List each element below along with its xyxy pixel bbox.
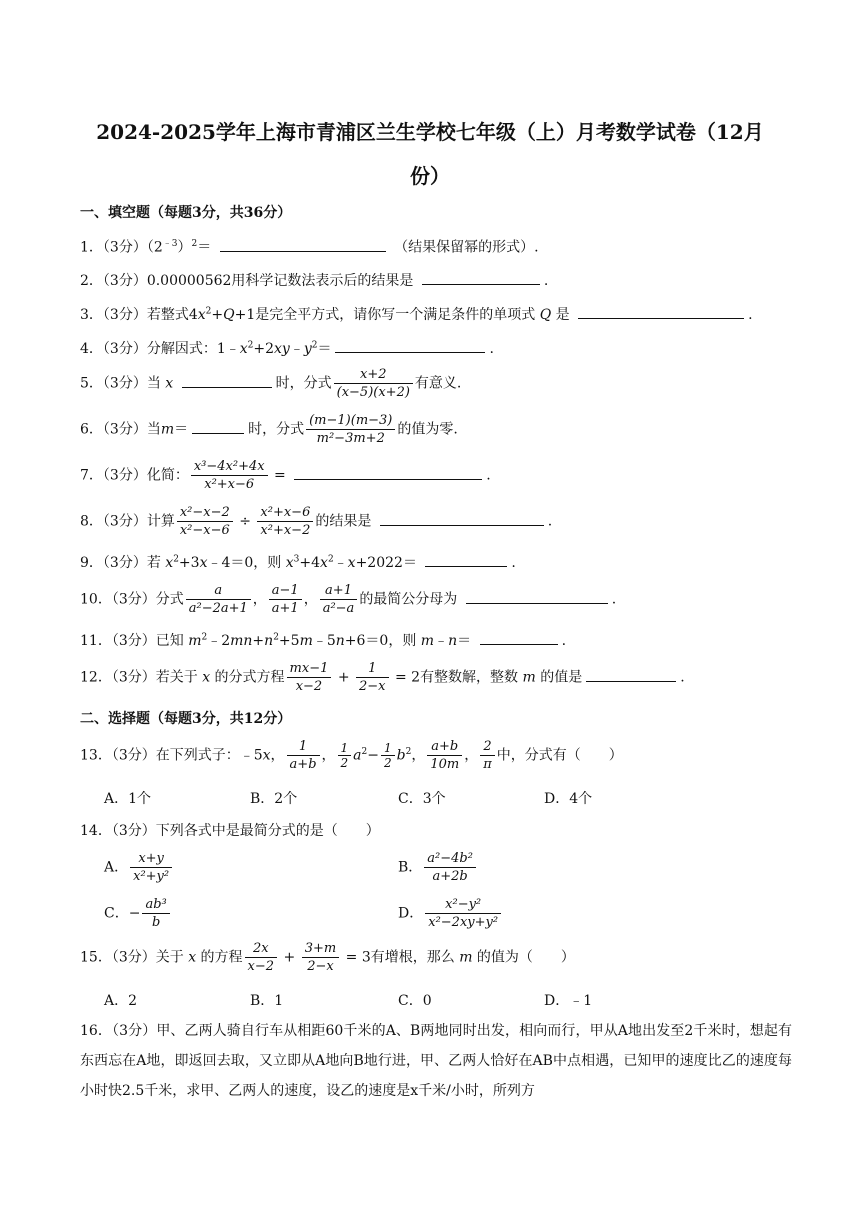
fraction: $\frac{2x}{x-2}$ (245, 940, 278, 975)
option-d[interactable]: D．4个 (544, 791, 593, 807)
fraction: $\frac{1}{2}$ (338, 741, 352, 770)
option-b[interactable]: B．2个 (250, 791, 298, 807)
question-2: 2．（3分）0.00000562用科学记数法表示后的结果是 . (80, 273, 549, 289)
question-7: 7．（3分）化简： $\frac{\text{x³−4x²+4x}}{\text{x²+x−6}}$ = . (80, 459, 491, 492)
option-c[interactable]: C．3个 (398, 791, 446, 807)
answer-blank[interactable] (480, 632, 558, 645)
fraction: $\frac{a+1}{\text{a²−a}}$ (320, 582, 358, 617)
section-fill-in: 一、填空题（每题3分，共36分） (80, 205, 292, 221)
question-10: 10．（3分）分式 $\frac{a}{\text{a²−2a+1}}$ ， $\frac{a-1}{a+1}$ ， $\frac{a+1}{\text{a²−a}}$ 的最简公分母为 . (80, 583, 617, 616)
option-d[interactable]: D． $\frac{\text{x²−y²}}{\text{x²−2xy+y²}}$ (398, 896, 503, 931)
option-d[interactable]: D．﹣1 (544, 993, 593, 1009)
fraction: $\frac{\text{x²+x−6}}{\text{x²+x−2}}$ (257, 504, 313, 539)
fraction: $\frac{x+2}{(x-5)(x+2)}$ (334, 366, 413, 401)
question-4: 4．（3分）分解因式：$1﹣x^2+2xy﹣y^2=$ . (80, 340, 494, 357)
answer-blank[interactable] (192, 421, 244, 434)
question-12: 12．（3分）若关于 x 的分式方程 $\frac{mx-1}{x-2}$ + $\frac{1}{2-x}$ = 2有整数解，整数 m 的值是 . (80, 661, 685, 694)
answer-blank[interactable] (466, 591, 608, 604)
fraction: $\frac{\text{a²−4b²}}{a+2b}$ (424, 850, 476, 885)
answer-blank[interactable] (586, 669, 676, 682)
question-6: 6．（3分）当m＝ 时，分式 $\frac{(m-1)(m-3)}{\text{m²−3m+2}}$ 的值为零. (80, 413, 458, 446)
fraction: $\frac{\text{ab³}}{b}$ (142, 896, 169, 931)
question-14: 14．（3分）下列各式中是最简分式的是（ ） (80, 823, 380, 839)
fraction: $\frac{(m-1)(m-3)}{\text{m²−3m+2}}$ (306, 412, 395, 447)
option-c[interactable]: C．− $\frac{\text{ab³}}{b}$ (104, 896, 172, 931)
section-multiple-choice: 二、选择题（每题3分，共12分） (80, 711, 292, 727)
exam-title-line2: 份） (410, 164, 450, 188)
question-13: 13．（3分）在下列式子：﹣5x， $\frac{1}{a+b}$ ， $\frac{1}{2}$ $a^2-$ $\frac{1}{2}$ $b^2$， $\frac{a+b}{10m}$ ， $\frac{2}{\pi}$ 中，分式有（ ） (80, 739, 623, 772)
question-3: 3．（3分）若整式$4x^2+Q+1$是完全平方式，请你写一个满足条件的单项式 Q 是 . (80, 306, 753, 323)
option-a[interactable]: A．2 (104, 993, 138, 1009)
fraction: $\frac{\text{x²−x−2}}{\text{x²−x−6}}$ (177, 504, 233, 539)
fraction: $\frac{\text{x²−y²}}{\text{x²−2xy+y²}}$ (425, 896, 501, 931)
fraction: $\frac{2}{\pi}$ (480, 738, 495, 773)
answer-blank[interactable] (380, 513, 544, 526)
question-11: 11．（3分）已知 $m^2﹣2mn+n^2+5m﹣5n+6=0$，则 m﹣n＝ . (80, 632, 567, 649)
option-c[interactable]: C．0 (398, 993, 432, 1009)
fraction: $\frac{a-1}{a+1}$ (269, 582, 302, 617)
answer-blank[interactable] (182, 375, 272, 388)
question-1: 1．（3分）$(2^{﹣3})^2=$ （结果保留幂的形式）. (80, 239, 539, 256)
answer-blank[interactable] (425, 554, 507, 567)
question-5: 5．（3分）当 x 时，分式 $\frac{x+2}{(x-5)(x+2)}$ 有意义. (80, 367, 462, 400)
fraction: $\frac{a+b}{10m}$ (427, 738, 462, 773)
option-a[interactable]: A．1个 (104, 791, 152, 807)
answer-blank[interactable] (220, 239, 386, 252)
question-9: 9．（3分）若 $x^2+3x﹣4=0$，则 $x^3+4x^2﹣x+2022=$ . (80, 554, 516, 571)
fraction: $\frac{mx-1}{x-2}$ (287, 660, 332, 695)
answer-blank[interactable] (294, 467, 482, 480)
fraction: $\frac{1}{2-x}$ (356, 660, 389, 695)
option-b[interactable]: B．1 (250, 993, 284, 1009)
fraction: $\frac{a}{\text{a²−2a+1}}$ (186, 582, 251, 617)
fraction: $\frac{1}{2}$ (381, 741, 395, 770)
option-b[interactable]: B． $\frac{\text{a²−4b²}}{a+2b}$ (398, 850, 478, 885)
question-8: 8．（3分）计算 $\frac{\text{x²−x−2}}{\text{x²−x−6}}$ ÷ $\frac{\text{x²+x−6}}{\text{x²+x−2}}$ 的结果是 . (80, 505, 553, 538)
question-15: 15．（3分）关于 x 的方程 $\frac{2x}{x-2}$ + $\frac{3+m}{2-x}$ = 3有增根，那么 m 的值为（ ） (80, 941, 575, 974)
fraction: $\frac{1}{a+b}$ (287, 738, 320, 773)
question-16: 16．（3分）甲、乙两人骑自行车从相距60千米的A、B两地同时出发，相向而行，甲从A地出发至2千米时，想起有东西忘在A地，即返回去取，又立即从A地向B地行进，甲、乙两人恰好在AB中点相遇，已知甲的速度比乙的速度每小时快2.5千米，求甲、乙两人的速度，设乙的速度是x千米/小时，所列方 (80, 1023, 792, 1099)
fraction: $\frac{\text{x³−4x²+4x}}{\text{x²+x−6}}$ (191, 458, 268, 493)
answer-blank[interactable] (578, 306, 744, 319)
fraction: $\frac{x+y}{\text{x²+y²}}$ (130, 850, 172, 885)
exam-title-line1: 2024-2025学年上海市青浦区兰生学校七年级（上）月考数学试卷（12月 (96, 120, 764, 144)
option-a[interactable]: A． $\frac{x+y}{\text{x²+y²}}$ (104, 850, 174, 885)
answer-blank[interactable] (335, 340, 485, 353)
fraction: $\frac{3+m}{2-x}$ (302, 940, 340, 975)
answer-blank[interactable] (422, 272, 540, 285)
